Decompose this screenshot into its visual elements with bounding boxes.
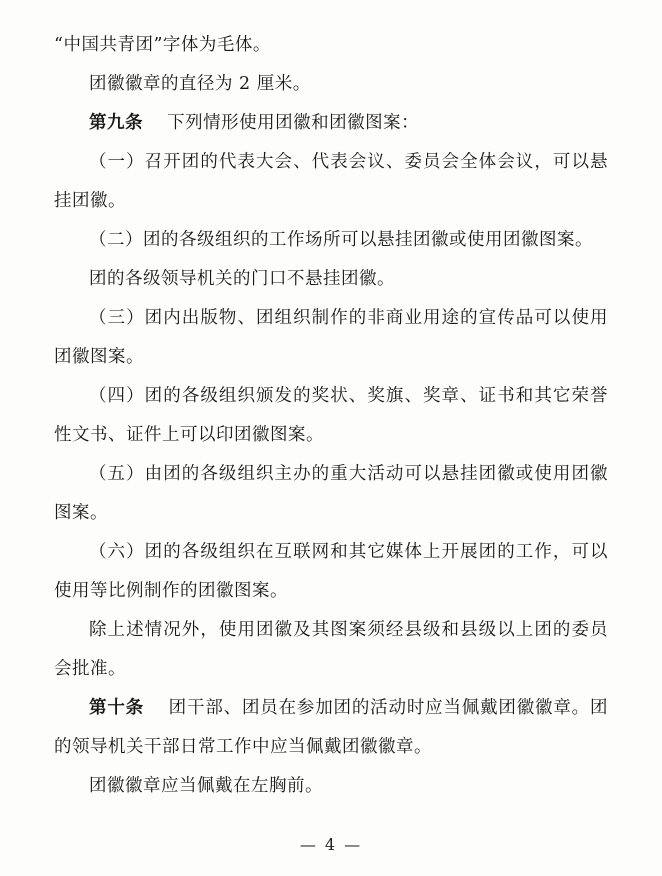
paragraph-closing: 团徽徽章应当佩戴在左胸前。 xyxy=(89,776,323,796)
paragraph-item-3: （三）团内出版物、团组织制作的非商业用途的宣传品可以使用团徽图案。 xyxy=(54,308,608,367)
page-number: — 4 — xyxy=(299,835,363,854)
paragraph-2: 团徽徽章的直径为 2 厘米。 xyxy=(89,74,311,94)
paragraph-item-6: （六）团的各级组织在互联网和其它媒体上开展团的工作，可以使用等比例制作的团徽图案。 xyxy=(54,542,608,601)
paragraph-note-2: 除上述情况外，使用团徽及其图案须经县级和县级以上团的委员会批准。 xyxy=(54,620,608,679)
document-body xyxy=(54,26,608,806)
article-10-text: 团干部、团员在参加团的活动时应当佩戴团徽徽章。团的领导机关干部日常工作中应当佩戴团徽徽章。 xyxy=(54,698,609,757)
article-9-heading: 第九条 xyxy=(89,113,143,133)
paragraph-item-2: （二）团的各级组织的工作场所可以悬挂团徽或使用团徽图案。 xyxy=(89,230,593,250)
paragraph-1: “中国共青团”字体为毛体。 xyxy=(54,35,271,55)
article-9-text: 下列情形使用团徽和团徽图案： xyxy=(149,113,420,133)
paragraph-item-5: （五）由团的各级组织主办的重大活动可以悬挂团徽或使用团徽图案。 xyxy=(54,464,608,523)
paragraph-item-1: （一）召开团的代表大会、代表会议、委员会全体会议，可以悬挂团徽。 xyxy=(54,152,608,211)
paragraph-article-9 xyxy=(54,104,608,143)
paragraph-item-4: （四）团的各级组织颁发的奖状、奖旗、奖章、证书和其它荣誉性文书、证件上可以印团徽图案。 xyxy=(54,386,608,445)
article-10-heading: 第十条 xyxy=(89,698,144,718)
paragraph-article-10 xyxy=(54,689,608,767)
paragraph-note-1: 团的各级领导机关的门口不悬挂团徽。 xyxy=(89,269,395,289)
